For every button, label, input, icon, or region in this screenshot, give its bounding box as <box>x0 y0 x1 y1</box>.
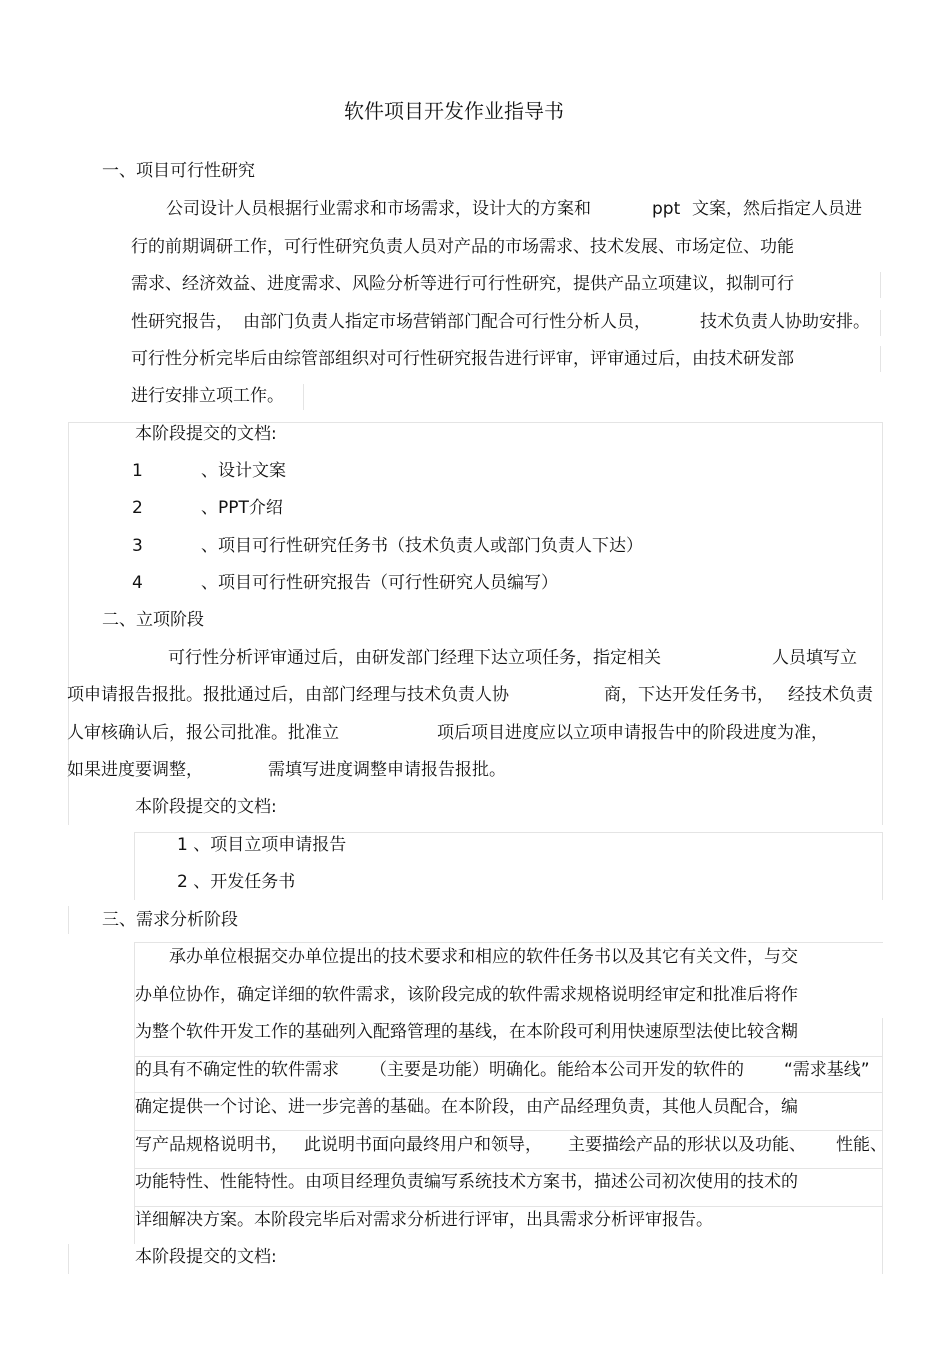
paragraph-line: 公司设计人员根据行业需求和市场需求，设计大的方案和 <box>166 199 591 219</box>
doc-number: 4 <box>132 573 143 593</box>
paragraph-line: 可行性分析评审通过后，由研发部门经理下达立项任务，指定相关 <box>168 648 661 668</box>
doc-number: 1 <box>132 461 143 481</box>
paragraph-line: 可行性分析完毕后由综管部组织对可行性研究报告进行评审，评审通过后，由技术研发部 <box>131 349 794 369</box>
paragraph-line: 行的前期调研工作，可行性研究负责人员对产品的市场需求、技术发展、市场定位、功能 <box>131 237 794 257</box>
doc-number: 2 <box>132 498 143 518</box>
paragraph-line: 商，下达开发任务书， <box>604 685 774 705</box>
paragraph-line: 主要描绘产品的形状以及功能、 <box>568 1135 806 1155</box>
paragraph-line: 承办单位根据交办单位提出的技术要求和相应的软件任务书以及其它有关文件，与交 <box>169 947 798 967</box>
table-rule <box>134 832 135 900</box>
table-rule <box>882 832 883 900</box>
paragraph-line: 确定提供一个讨论、进一步完善的基础。在本阶段，由产品经理负责，其他人员配合，编 <box>135 1097 798 1117</box>
paragraph-line: ppt <box>652 199 681 219</box>
docs-label: 本阶段提交的文档: <box>135 424 277 444</box>
table-rule <box>882 1018 883 1244</box>
paragraph-line: “需求基线” <box>784 1060 870 1080</box>
paragraph-line: 技术负责人协助安排。 <box>700 312 870 332</box>
paragraph-line: 性研究报告， <box>131 312 233 332</box>
section-heading: 一、项目可行性研究 <box>102 161 255 181</box>
table-rule <box>134 1206 883 1207</box>
paragraph-line: 如果进度要调整， <box>67 760 203 780</box>
paragraph-line: （主要是功能）明确化。能给本公司开发的软件的 <box>370 1060 744 1080</box>
paragraph-line: 项后项目进度应以立项申请报告中的阶段进度为准， <box>437 723 828 743</box>
doc-item: 、项目可行性研究报告（可行性研究人员编写） <box>201 573 558 593</box>
paragraph-line: 性能、 <box>836 1135 887 1155</box>
paragraph-line: 项申请报告报批。报批通过后，由部门经理与技术负责人协 <box>67 685 509 705</box>
table-rule <box>880 272 881 298</box>
paragraph-line: 人员填写立 <box>772 648 857 668</box>
table-rule <box>134 1130 883 1131</box>
paragraph-line: 办单位协作，确定详细的软件需求，该阶段完成的软件需求规格说明经审定和批准后将作 <box>135 985 798 1005</box>
doc-item: 1 、项目立项申请报告 <box>177 835 347 855</box>
table-rule <box>134 832 883 833</box>
paragraph-line: 进行安排立项工作。 <box>131 386 284 406</box>
paragraph-line: 人审核确认后，报公司批准。批准立 <box>67 723 339 743</box>
table-rule <box>880 310 881 336</box>
paragraph-line: 的具有不确定性的软件需求 <box>135 1060 339 1080</box>
table-rule <box>134 1092 883 1093</box>
table-rule <box>882 1244 883 1274</box>
table-rule <box>134 942 883 943</box>
section-heading: 三、需求分析阶段 <box>102 910 238 930</box>
docs-label: 本阶段提交的文档: <box>135 797 277 817</box>
table-rule <box>134 1168 883 1169</box>
docs-label: 本阶段提交的文档: <box>135 1247 277 1267</box>
paragraph-line: 此说明书面向最终用户和领导， <box>304 1135 542 1155</box>
paragraph-line: 需求、经济效益、进度需求、风险分析等进行可行性研究，提供产品立项建议，拟制可行 <box>131 274 794 294</box>
paragraph-line: 需填写进度调整申请报告报批。 <box>268 760 506 780</box>
doc-item: 、PPT介绍 <box>201 498 283 518</box>
paragraph-line: 功能特性、性能特性。由项目经理负责编写系统技术方案书，描述公司初次使用的技术的 <box>135 1172 798 1192</box>
table-rule <box>134 1056 883 1057</box>
page-title: 软件项目开发作业指导书 <box>344 99 564 123</box>
doc-item: 、项目可行性研究任务书（技术负责人或部门负责人下达） <box>201 536 643 556</box>
table-rule <box>303 384 304 410</box>
paragraph-line: 写产品规格说明书， <box>135 1135 288 1155</box>
paragraph-line: 由部门负责人指定市场营销部门配合可行性分析人员， <box>243 312 651 332</box>
paragraph-line: 详细解决方案。本阶段完毕后对需求分析进行评审，出具需求分析评审报告。 <box>135 1210 713 1230</box>
table-rule <box>880 346 881 372</box>
doc-item: 、设计文案 <box>201 461 286 481</box>
section-heading: 二、立项阶段 <box>102 610 204 630</box>
doc-item: 2 、开发任务书 <box>177 872 296 892</box>
table-rule <box>68 1244 69 1274</box>
paragraph-line: 文案，然后指定人员进 <box>692 199 862 219</box>
paragraph-line: 为整个软件开发工作的基础列入配臵管理的基线，在本阶段可利用快速原型法使比较含糊 <box>135 1022 798 1042</box>
table-rule <box>882 422 883 825</box>
doc-number: 3 <box>132 536 143 556</box>
paragraph-line: 经技术负责 <box>788 685 873 705</box>
table-rule <box>68 906 69 934</box>
